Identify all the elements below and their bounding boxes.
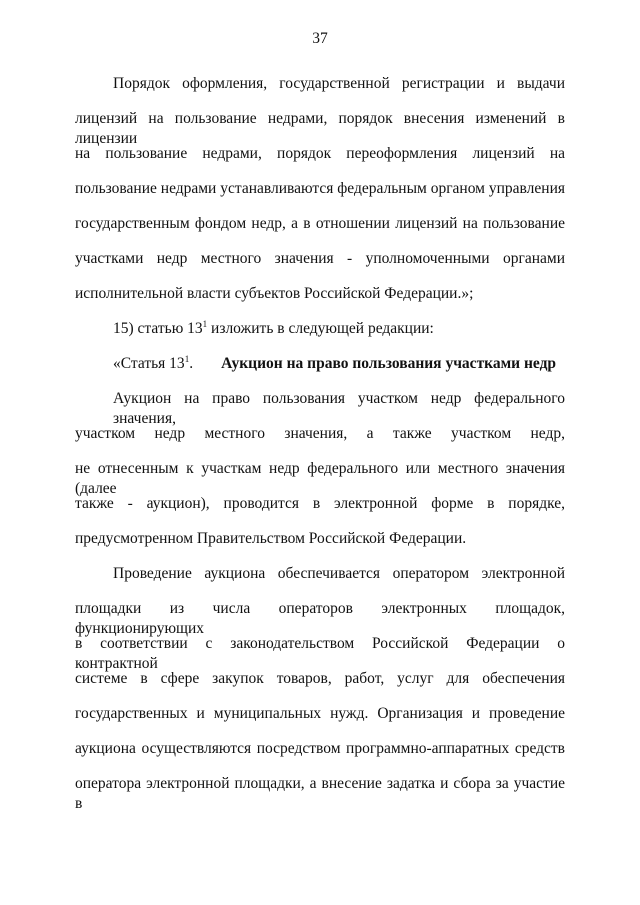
item-15-suffix: изложить в следующей редакции: (207, 320, 434, 337)
paragraph-3-line: в соответствии с законодательством Российской Федерации о контрактной (75, 635, 565, 672)
paragraph-1-line: лицензий на пользование недрами, порядок внесения изменений в лицензии (75, 110, 565, 147)
paragraph-3-line: государственных и муниципальных нужд. Организация и проведение (75, 705, 565, 722)
paragraph-3-line: Проведение аукциона обеспечивается оператором электронной (113, 565, 565, 582)
article-label-suffix: . (189, 355, 194, 372)
paragraph-1-line: Порядок оформления, государственной регистрации и выдачи (113, 75, 565, 92)
item-15 (113, 319, 565, 339)
paragraph-2-line: предусмотренном Правительством Российской Федерации. (75, 530, 467, 547)
paragraph-1-line: пользование недрами устанавливаются федеральным органом управления (75, 180, 565, 197)
paragraph-2-line: Аукцион на право пользования участком недр федерального значения, (113, 390, 565, 427)
paragraph-3-line: аукциона осуществляются посредством программно-аппаратных средств (75, 740, 565, 757)
article-label (113, 354, 193, 374)
paragraph-3-line: системе в сфере закупок товаров, работ, услуг для обеспечения (75, 670, 565, 687)
article-label-prefix: «Статья 13 (113, 355, 185, 372)
article-label-superscript: 1 (184, 354, 190, 364)
page-number: 37 (312, 30, 328, 47)
item-15-superscript: 1 (202, 319, 208, 329)
paragraph-1-line: исполнительной власти субъектов Российской Федерации.»; (75, 285, 474, 302)
paragraph-3-line: площадки из числа операторов электронных площадок, функционирующих (75, 600, 565, 637)
paragraph-2-line: также - аукцион), проводится в электронной форме в порядке, (75, 495, 565, 512)
paragraph-1-line: на пользование недрами, порядок переоформления лицензий на (75, 145, 565, 162)
paragraph-1-line: государственным фондом недр, а в отношении лицензий на пользование (75, 215, 565, 232)
item-15-prefix: 15) статью 13 (113, 320, 203, 337)
article-title: Аукцион на право пользования участками недр (221, 355, 557, 372)
paragraph-2-line: не отнесенным к участкам недр федерального или местного значения (далее (75, 460, 565, 497)
paragraph-2-line: участком недр местного значения, а также участком недр, (75, 425, 565, 442)
article-heading (113, 354, 565, 374)
paragraph-1-line: участками недр местного значения - уполномоченными органами (75, 250, 565, 267)
paragraph-3-line: оператора электронной площадки, а внесение задатка и сбора за участие в (75, 775, 565, 812)
